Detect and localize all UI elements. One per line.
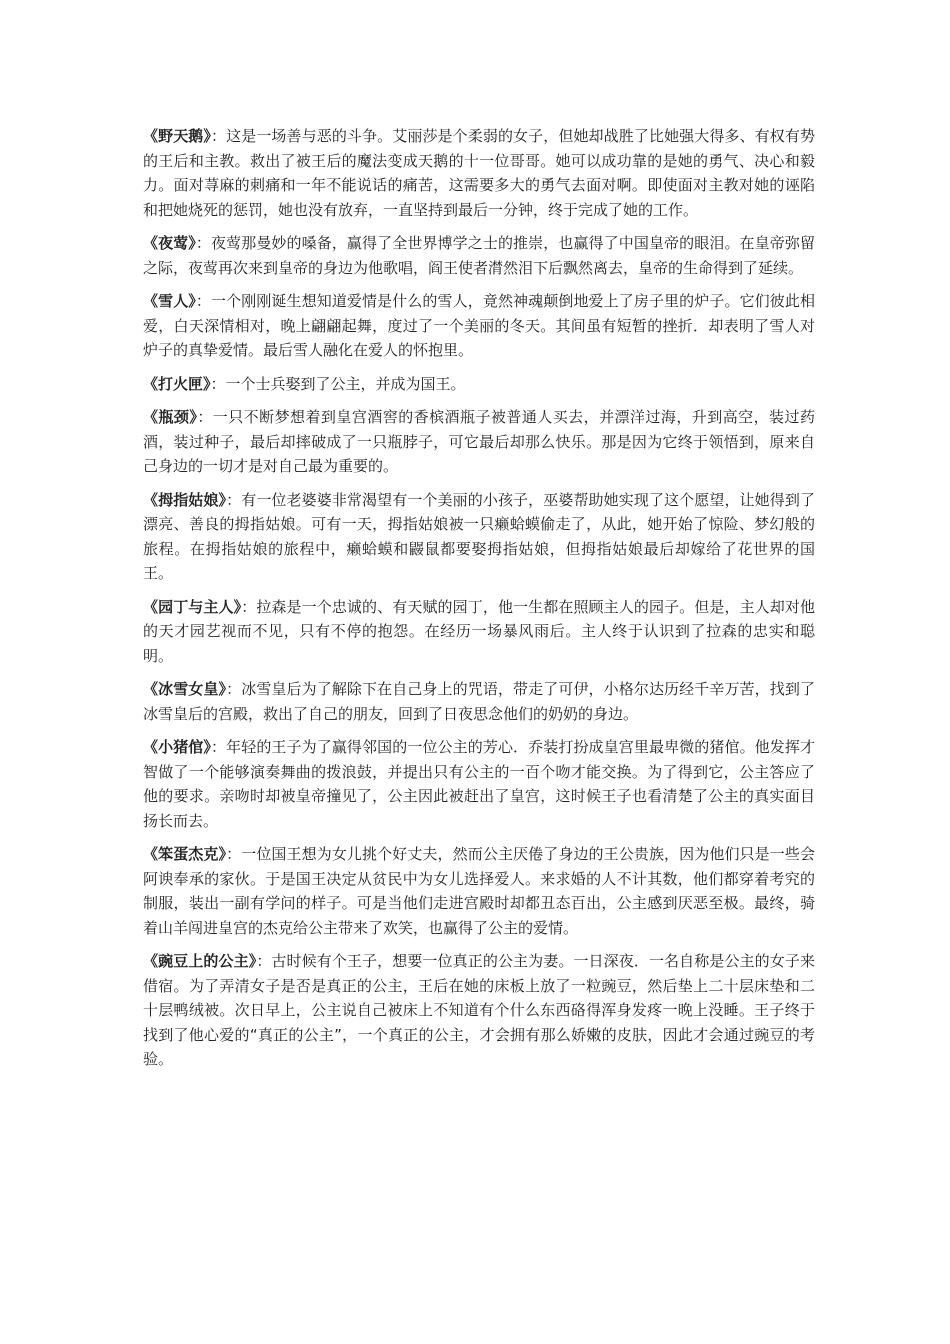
story-separator: ： <box>241 597 257 616</box>
story-summary: 一个士兵娶到了公主，并成为国王。 <box>225 374 466 393</box>
story-entry-tinderbox <box>143 372 815 397</box>
story-title: 《冰雪女皇》 <box>143 680 227 698</box>
story-summary: 夜莺那曼妙的嗓备，赢得了全世界博学之士的推崇，也赢得了中国皇帝的眼泪。在皇帝弥留之际，夜莺再次来到皇帝的身边为他歌唱，阎王使者潸然泪下后飘然离去，皇帝的生命得到了延续。 <box>143 234 815 277</box>
story-title: 《夜莺》 <box>143 234 196 252</box>
story-separator: ： <box>226 680 242 698</box>
story-entry-swineherd <box>143 735 815 833</box>
story-summary: 冰雪皇后为了解除下在自己身上的咒语，带走了可伊，小格尔达历经千辛万苦，找到了冰雪皇后的宫殿，救出了自己的朋友，回到了日夜思念他们的奶奶的身边。 <box>143 680 815 723</box>
story-separator: ： <box>210 374 226 393</box>
story-entry-princess-and-pea <box>143 949 815 1072</box>
story-title: 《豌豆上的公主》 <box>143 952 257 970</box>
story-entry-snow-queen <box>143 677 815 726</box>
story-entry-clumsy-hans <box>143 842 815 940</box>
story-title: 《雪人》 <box>143 292 196 310</box>
story-summary: 有一位老婆婆非常渴望有一个美丽的小孩子，巫婆帮助她实现了这个愿望，让她得到了漂亮、善良的拇指姑娘。可有一天，拇指姑娘被一只癞蛤蟆偷走了，从此，她开始了惊险、梦幻般的旅程。在拇指姑娘的旅程中，癞蛤蟆和鼹鼠都要娶拇指姑娘，但拇指姑娘最后却嫁给了花世界的国王。 <box>143 490 815 582</box>
story-summary: 一只不断梦想着到皇宫酒窖的香槟酒瓶子被普通人买去，并漂洋过海，升到高空，装过药酒，装过种子，最后却摔破成了一只瓶脖子，可它最后却那么快乐。那是因为它终于领悟到，原来自己身边的一切才是对自己最为重要的。 <box>143 408 815 475</box>
story-summary: 一个刚刚诞生想知道爱情是什么的雪人，竟然神魂颠倒地爱上了房子里的炉子。它们彼此相爱，白天深情相对，晚上翩翩起舞，度过了一个美丽的冬天。其间虽有短暂的挫折．却表明了雪人对炉子的真挚爱情。最后雪人融化在爱人的怀抱里。 <box>143 292 815 359</box>
story-summary: 古时候有个王子，想要一位真正的公主为妻。一日深夜．一名自称是公主的女子来借宿。为了弄清女子是否是真正的公主，王后在她的床板上放了一粒豌豆，然后垫上二十层床垫和二十层鸭绒被。次日早上，公主说自己被床上不知道有个什么东西硌得浑身发疼一晚上没睡。王子终于找到了他心爱的“真正的公主”，一个真正的公主，才会拥有那么娇嫩的皮肤，因此才会通过豌豆的考验。 <box>143 952 815 1068</box>
story-entry-wild-swans <box>143 124 815 222</box>
story-separator: ： <box>195 292 212 310</box>
story-entry-bottle-neck <box>143 405 815 479</box>
story-entry-nightingale <box>143 231 815 280</box>
story-entry-snowman <box>143 289 815 363</box>
document-page <box>143 124 815 1081</box>
story-summary: 年轻的王子为了赢得邻国的一位公主的芳心．乔装打扮成皇宫里最卑微的猪倌。他发挥才智做了一个能够演奏舞曲的拨浪鼓，并提出只有公主的一百个吻才能交换。为了得到它，公主答应了他的要求。亲吻时却被皇帝撞见了，公主因此被赶出了皇宫，这时候王子也看清楚了公主的真实面目扬长而去。 <box>143 738 815 830</box>
story-title: 《打火匣》 <box>143 374 211 393</box>
story-separator: ： <box>211 127 227 145</box>
story-separator: ： <box>211 738 227 756</box>
story-title: 《小猪倌》 <box>143 738 212 756</box>
story-title: 《笨蛋杰克》 <box>143 845 227 863</box>
story-separator: ： <box>197 408 213 426</box>
story-title: 《园丁与主人》 <box>143 597 242 616</box>
story-title: 《拇指姑娘》 <box>143 490 227 509</box>
story-summary: 一位国王想为女儿挑个好丈夫，然而公主厌倦了身边的王公贵族，因为他们只是一些会阿谀奉承的家伙。于是国王决定从贫民中为女儿选择爱人。来求婚的人不计其数，他们都穿着考究的制服，装出一副有学问的样子。可是当他们走进宫殿时却都丑态百出，公主感到厌恶至极。最终，骑着山羊闯进皇宫的杰克给公主带来了欢笑，也赢得了公主的爱情。 <box>143 845 815 937</box>
story-entry-thumbelina <box>143 488 815 586</box>
story-separator: ： <box>256 952 272 970</box>
story-separator: ： <box>226 490 242 509</box>
story-separator: ： <box>195 234 212 252</box>
story-title: 《野天鹅》 <box>143 127 212 145</box>
story-entry-gardener <box>143 595 815 669</box>
story-title: 《瓶颈》 <box>143 408 198 426</box>
story-summary: 拉森是一个忠诚的、有天赋的园丁，他一生都在照顾主人的园子。但是，主人却对他的天才园艺视而不见，只有不停的抱怨。在经历一场暴风雨后。主人终于认识到了拉森的忠实和聪明。 <box>143 597 815 665</box>
story-summary: 这是一场善与恶的斗争。艾丽莎是个柔弱的女子，但她却战胜了比她强大得多、有权有势的王后和主教。救出了被王后的魔法变成天鹅的十一位哥哥。她可以成功靠的是她的勇气、决心和毅力。面对荨麻的刺痛和一年不能说话的痛苦，这需要多大的勇气去面对啊。即使面对主教对她的诬陷和把她烧死的惩罚，她也没有放弃，一直坚持到最后一分钟，终于完成了她的工作。 <box>143 127 815 219</box>
story-separator: ： <box>226 845 242 863</box>
